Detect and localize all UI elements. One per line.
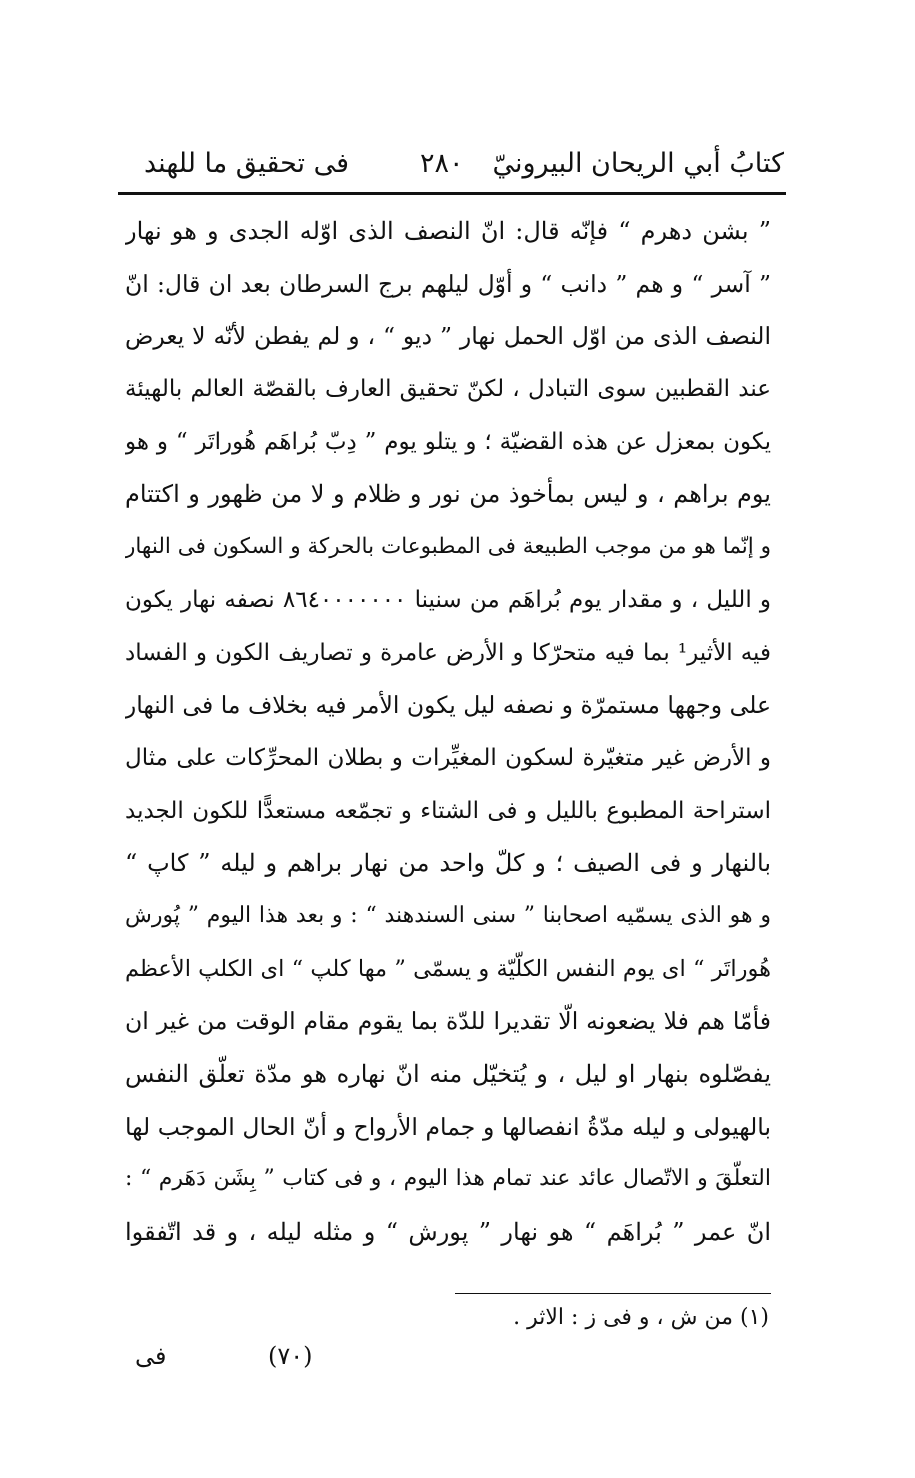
text-line: فيه الأثير¹ بما فيه متحرّكا و الأرض عامرة و تصاريف الكون و الفساد: [125, 639, 771, 666]
text-line: يوم براهم ، و ليس بمأخوذ من نور و ظلام و لا من ظهور و اكتتام: [125, 480, 771, 509]
catchword: فى: [135, 1342, 167, 1370]
text-line: بالنهار و فى الصيف ؛ و كلّ واحد من نهار براهم و ليله ” كاپ “: [125, 849, 771, 878]
footnote: (١) من ش ، و فى ز : الاثر .: [513, 1305, 769, 1330]
text-line: و هو الذى يسمّيه اصحابنا ” سنى السندهند “ : و بعد هذا اليوم ” پُورش: [125, 902, 771, 928]
work-title: فى تحقيق ما للهند: [144, 148, 350, 179]
book-title: كتابُ أبي الريحان البيرونيّ: [492, 148, 784, 179]
body-text: [125, 205, 771, 1259]
running-header: [118, 140, 786, 190]
text-line: استراحة المطبوع بالليل و فى الشتاء و تجمّعه مستعدًّا للكون الجديد: [125, 797, 771, 824]
text-line: عند القطبين سوى التبادل ، لكنّ تحقيق العارف بالقصّة العالم بالهيئة: [125, 376, 771, 403]
text-line: ” آسر “ و هم ” دانب “ و أوّل ليلهم برج السرطان بعد ان قال: انّ: [125, 269, 771, 298]
text-line: يكون بمعزل عن هذه القضيّة ؛ و يتلو يوم ” دِبّ بُراهَم هُوراتَر “ و هو: [125, 428, 771, 455]
header-rule: [118, 192, 786, 195]
text-line: ” بشن دهرم “ فإنّه قال: انّ النصف الذى اوّله الجدى و هو نهار: [125, 217, 771, 245]
text-line: النصف الذى من اوّل الحمل نهار ” ديو “ ، و لم يفطن لأنّه لا يعرض: [125, 322, 771, 351]
text-line: هُوراتَر “ اى يوم النفس الكلّيّة و يسمّى ” مها كلپ “ اى الكلپ الأعظم: [125, 955, 771, 982]
text-line: يفصّلوه بنهار او ليل ، و يُتخيّل منه انّ نهاره هو مدّة تعلّق النفس: [125, 1060, 771, 1088]
page-number: ٢٨٠: [420, 148, 464, 179]
text-line: التعلّقَ و الاتّصال عائد عند تمام هذا اليوم ، و فى كتاب ” بِشَن دَهَرم “ :: [125, 1166, 771, 1192]
text-line: و إنّما هو من موجب الطبيعة فى المطبوعات بالحركة و السكون فى النهار: [125, 534, 771, 560]
footnote-rule: [455, 1293, 771, 1294]
text-line: و الأرض غير متغيّرة لسكون المغيِّرات و بطلان المحرِّكات على مثال: [125, 744, 771, 771]
signature-mark: (٧٠): [268, 1342, 313, 1370]
text-line: بالهيولى و ليله مدّةُ انفصالها و جمام الأرواح و أنّ الحال الموجب لها: [125, 1112, 771, 1141]
text-line: على وجهها مستمرّة و نصفه ليل يكون الأمر فيه بخلاف ما فى النهار: [125, 691, 771, 720]
text-line: فأمّا هم فلا يضعونه الّا تقديرا للدّة بما يقوم مقام الوقت من غير ان: [125, 1007, 771, 1036]
text-line: انّ عمر ” بُراهَم “ هو نهار ” پورش “ و مثله ليله ، و قد اتّفقوا: [125, 1218, 771, 1247]
text-line: و الليل ، و مقدار يوم بُراهَم من سنينا ٨٦٤٠٠٠٠٠٠٠ نصفه نهار يكون: [125, 586, 771, 613]
